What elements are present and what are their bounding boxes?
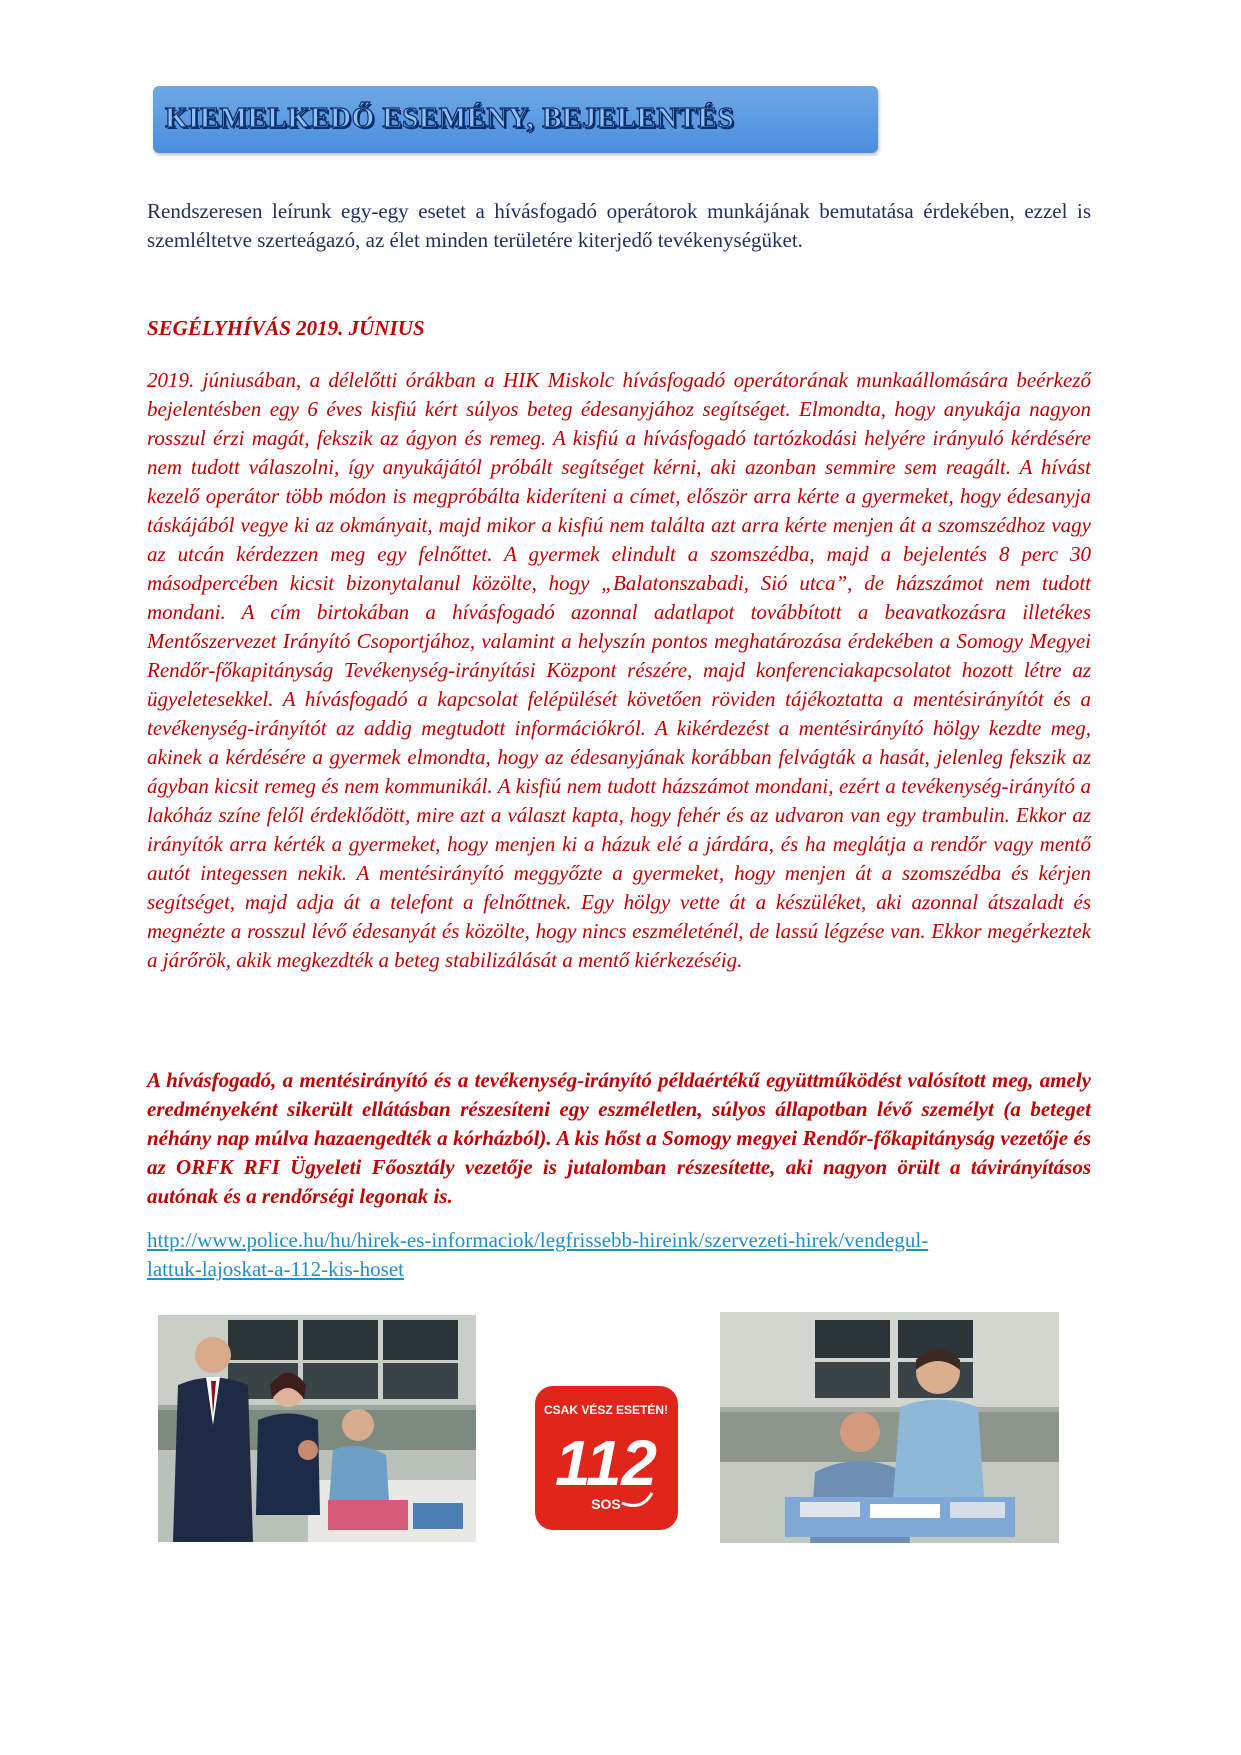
banner-title: KIEMELKEDŐ ESEMÉNY, BEJELENTÉS [165, 102, 735, 134]
source-link-line2: lattuk-lajoskat-a-112-kis-hoset [147, 1257, 404, 1281]
summary-paragraph: A hívásfogadó, a mentésirányító és a tevékenység-irányító példaértékű együttműködést valósított meg, amely eredményeként sikerült ellátásban részesíteni egy eszméletlen, súlyos állapotban lévő személyt (a beteget néhány nap múlva hazaengedték a kórházból). A kis hőst a Somogy megyei Rendőr-főkapitányság vezetője és az ORFK RFI Ügyeleti Főosztály vezetője is jutalomban részesítette, aki nagyon örült a távirányításos autónak és a rendőrségi legonak is. [147, 1068, 1091, 1208]
logo-top-text: CSAK VÉSZ ESETÉN! [543, 1403, 669, 1417]
section-heading: SEGÉLYHÍVÁS 2019. JÚNIUS [147, 316, 425, 340]
section-banner [153, 86, 878, 153]
intro-paragraph: Rendszeresen leírunk egy-egy esetet a hívásfogadó operátorok munkájának bemutatása érdekében, ezzel is szemléltetve szerteágazó, az élet minden területére kiterjedő tevékenységüket. [147, 199, 1091, 252]
source-link[interactable] [147, 1228, 928, 1281]
source-link-line1: http://www.police.hu/hu/hirek-es-informaciok/legfrissebb-hireink/szervezeti-hirek/vendegul- [147, 1228, 929, 1252]
story-paragraph: 2019. júniusában, a délelőtti órákban a HIK Miskolc hívásfogadó operátorának munkaállomására beérkező bejelentésben egy 6 éves kisfiú kért súlyos beteg édesanyjához segítséget. Elmondta, hogy anyukája nagyon rosszul érzi magát, fekszik az ágyon és remeg. A kisfiú a hívásfogadó tartózkodási helyére irányuló kérdésére nem tudott válaszolni, így anyukájától próbált segítséget kérni, aki azonban semmire sem reagált. A hívást kezelő operátor több módon is megpróbálta kideríteni a címet, először arra kérte a gyermeket, hogy édesanyja táskájából vegye ki az okmányait, majd mikor a kisfiú nem találta azt arra kérte menjen át a szomszédhoz vagy az utcán kérdezzen meg egy felnőttet. A gyermek elindult a szomszédba, majd a bejelentés 8 perc 30 másodpercében kicsit bizonytalanul közölte, hogy „Balatonszabadi, Sió utca”, de házszámot nem tudott mondani. A cím birtokában a hívásfogadó azonnal adatlapot továbbított a beavatkozásra illetékes Mentőszervezet Irányító Csoportjához, valamint a helyszín pontos meghatározása érdekében a Somogy Megyei Rendőr-főkapitányság Tevékenység-irányítási Központ részére, majd konferenciakapcsolatot hozott létre az ügyeletesekkel. A hívásfogadó a kapcsolat felépülését követően röviden tájékoztatta a mentésirányítót és a tevékenység-irányítót az addig megtudott információkról. A kikérdezést a mentésirányító hölgy kezdte meg, akinek a kérdésére a gyermek elmondta, hogy az édesanyjának korábban felvágták a hasát, jelenleg fekszik az ágyban kicsit remeg és nem kommunikál. A kisfiú nem tudott házszámot mondani, ezért a tevékenység-irányító a lakóház színe felől érdeklődött, mire azt a választ kapta, hogy fehér és az udvaron van egy trambulin. Ekkor az irányítók arra kérték a gyermeket, hogy menjen ki a házuk elé a járdára, és ha meglátja a rendőr vagy mentő autót integessen nekik. A mentésirányító meggyőzte a gyermeket, hogy menjen át a szomszédba és kérjen segítséget, majd adja át a telefont a felnőttnek. Egy hölgy vette át a készüléket, aki azonnal átszaladt és megnézte a rosszul lévő édesanyát és közölte, hogy nincs eszméleténél, de lassú légzése van. Ekkor megérkeztek a járőrök, akik megkezdték a beteg stabilizálását a mentő kiérkezéséig. [147, 368, 1091, 972]
logo-sos: SOS [591, 1496, 621, 1512]
logo-number: 112 [554, 1427, 658, 1499]
logo-112 [534, 1385, 679, 1531]
photo-officer-with-boy [720, 1312, 1059, 1543]
photo-officials-with-boy [158, 1315, 476, 1542]
source-link-block [147, 1226, 1091, 1284]
